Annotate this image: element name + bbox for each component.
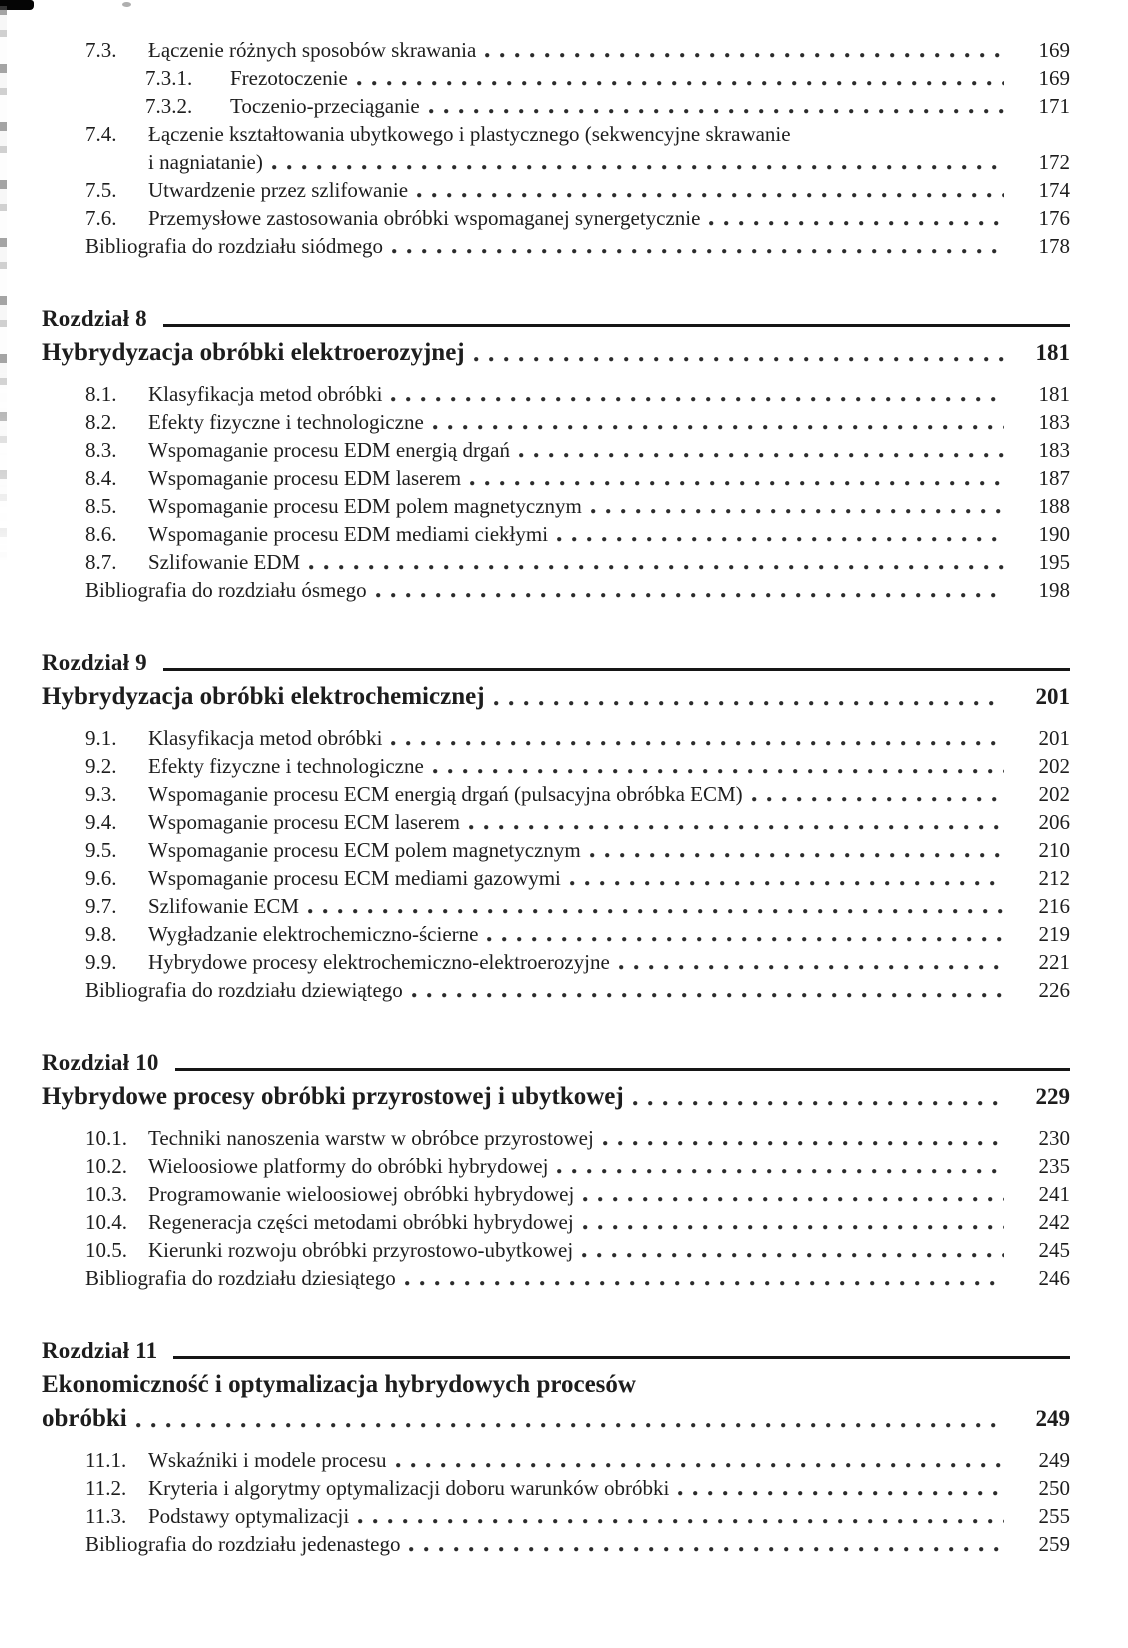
toc-entry-continuation-line <box>42 148 1070 176</box>
dot-leader <box>417 176 1004 204</box>
entry-title: Efekty fizyczne i technologiczne <box>148 754 424 778</box>
entry-page-number: 245 <box>1038 1238 1070 1262</box>
chapter-label: Rozdział 11 <box>42 1338 158 1363</box>
entry-number: 11.3. <box>85 1504 127 1528</box>
dot-leader <box>519 436 1004 464</box>
toc-entry-line <box>42 232 1070 260</box>
dot-leader <box>603 1124 1004 1152</box>
chapter-title: Ekonomiczność i optymalizacja hybrydowych procesów <box>42 1371 636 1398</box>
toc-entry <box>42 548 1070 576</box>
toc-entry-line <box>42 808 1070 836</box>
chapter-rule <box>175 1068 1070 1071</box>
dot-leader <box>376 576 1004 604</box>
entry-title: Wspomaganie procesu EDM polem magnetycznym <box>148 494 582 518</box>
entry-title: Toczenio-przeciąganie <box>230 94 420 118</box>
chapter-title-row <box>42 336 1070 370</box>
toc-entry-line <box>42 64 1070 92</box>
toc-entry <box>42 1124 1070 1152</box>
dot-leader <box>392 232 1004 260</box>
entry-number: 10.3. <box>85 1182 127 1206</box>
dot-leader <box>557 1152 1004 1180</box>
entry-number: 8.1. <box>85 382 117 406</box>
toc-entry-line <box>42 548 1070 576</box>
toc-entry-line <box>42 1236 1070 1264</box>
toc-entry-line <box>42 380 1070 408</box>
dot-leader <box>309 548 1004 576</box>
dot-leader <box>470 464 1004 492</box>
toc-entry <box>42 1446 1070 1474</box>
entry-title: Programowanie wieloosiowej obróbki hybrydowej <box>148 1182 575 1206</box>
dot-leader <box>433 408 1004 436</box>
entry-title: Techniki nanoszenia warstw w obróbce przyrostowej <box>148 1126 594 1150</box>
dot-leader <box>570 864 1004 892</box>
entry-title: Bibliografia do rozdziału ósmego <box>85 578 367 602</box>
entry-page-number: 226 <box>1038 978 1070 1002</box>
toc-entry-line <box>42 976 1070 1004</box>
entry-page-number: 181 <box>1038 382 1070 406</box>
toc-entry <box>42 1208 1070 1236</box>
dot-leader <box>391 380 1004 408</box>
toc-entry-line <box>42 864 1070 892</box>
entry-title: Kryteria i algorytmy optymalizacji doboru warunków obróbki <box>148 1476 670 1500</box>
entry-page-number: 242 <box>1038 1210 1070 1234</box>
dot-leader <box>678 1474 1004 1502</box>
toc-entry-line <box>42 408 1070 436</box>
toc-entry <box>42 920 1070 948</box>
toc-entry <box>42 64 1070 92</box>
entry-page-number: 188 <box>1038 494 1070 518</box>
entry-number: 8.3. <box>85 438 117 462</box>
chapter-page-number: 181 <box>1035 340 1070 365</box>
chapter-title-row <box>42 1080 1070 1114</box>
chapter-header <box>42 648 1070 678</box>
toc-entry <box>42 1152 1070 1180</box>
toc-entry-line <box>42 1530 1070 1558</box>
entry-title: Wspomaganie procesu ECM laserem <box>148 810 460 834</box>
toc-entry <box>42 780 1070 808</box>
entry-title: Kierunki rozwoju obróbki przyrostowo-ubytkowej <box>148 1238 574 1262</box>
entry-number: 8.6. <box>85 522 117 546</box>
entry-list <box>42 1446 1070 1558</box>
toc-entry-line <box>42 520 1070 548</box>
entry-title: Frezotoczenie <box>230 66 348 90</box>
entry-number: 7.6. <box>85 206 117 230</box>
chapter-title: Hybrydyzacja obróbki elektroerozyjnej <box>42 339 465 366</box>
entry-number: 7.3.1. <box>145 66 193 90</box>
entry-title: Podstawy optymalizacji <box>148 1504 350 1528</box>
dot-leader <box>583 1208 1004 1236</box>
entry-title: Klasyfikacja metod obróbki <box>148 726 383 750</box>
dot-leader <box>469 808 1004 836</box>
entry-page-number: 210 <box>1038 838 1070 862</box>
entry-page-number: 216 <box>1038 894 1070 918</box>
entry-title: Utwardzenie przez szlifowanie <box>148 178 409 202</box>
toc-entry-line <box>42 1152 1070 1180</box>
dot-leader <box>429 92 1004 120</box>
toc-entry <box>42 464 1070 492</box>
chapter-page-number: 249 <box>1035 1406 1070 1431</box>
toc-entry <box>42 1474 1070 1502</box>
entry-title: Efekty fizyczne i technologiczne <box>148 410 424 434</box>
entry-title: Wspomaganie procesu ECM mediami gazowymi <box>148 866 561 890</box>
entry-page-number: 178 <box>1038 234 1070 258</box>
entry-number: 8.5. <box>85 494 117 518</box>
toc-section <box>42 648 1070 1004</box>
entry-title-continuation: i nagniatanie) <box>148 150 263 174</box>
entry-page-number: 202 <box>1038 754 1070 778</box>
toc-entry-line <box>42 1264 1070 1292</box>
entry-page-number: 190 <box>1038 522 1070 546</box>
toc-section <box>42 304 1070 604</box>
toc-entry-line <box>42 92 1070 120</box>
entry-title: Bibliografia do rozdziału jedenastego <box>85 1532 401 1556</box>
dot-leader <box>485 36 1004 64</box>
dot-leader <box>557 520 1004 548</box>
toc-entry-line <box>42 36 1070 64</box>
chapter-page-number: 201 <box>1035 684 1070 709</box>
toc-entry-line <box>42 1502 1070 1530</box>
entry-page-number: 187 <box>1038 466 1070 490</box>
toc-entry-line <box>42 576 1070 604</box>
toc-section <box>42 1336 1070 1558</box>
entry-list <box>42 724 1070 1004</box>
entry-number: 9.1. <box>85 726 117 750</box>
entry-number: 11.2. <box>85 1476 127 1500</box>
entry-page-number: 202 <box>1038 782 1070 806</box>
dot-leader <box>619 948 1004 976</box>
entry-number: 9.7. <box>85 894 117 918</box>
entry-title: Wspomaganie procesu ECM energią drgań (pulsacyjna obróbka ECM) <box>148 782 743 806</box>
toc-entry <box>42 1264 1070 1292</box>
chapter-label: Rozdział 8 <box>42 306 147 331</box>
toc-entry <box>42 436 1070 464</box>
entry-number: 10.2. <box>85 1154 127 1178</box>
chapter-title-continuation: obróbki <box>42 1405 127 1432</box>
entry-number: 7.5. <box>85 178 117 202</box>
chapter-rule <box>163 668 1070 671</box>
entry-page-number: 246 <box>1038 1266 1070 1290</box>
entry-number: 9.6. <box>85 866 117 890</box>
dot-leader <box>358 1502 1004 1530</box>
entry-list <box>42 36 1070 260</box>
dot-leader <box>405 1264 1004 1292</box>
toc-entry <box>42 864 1070 892</box>
dot-leader <box>396 1446 1004 1474</box>
toc-entry <box>42 1530 1070 1558</box>
entry-number: 7.3. <box>85 38 117 62</box>
toc-entry-line <box>42 464 1070 492</box>
dot-leader <box>494 680 1004 714</box>
entry-number: 10.1. <box>85 1126 127 1150</box>
chapter-title-row <box>42 680 1070 714</box>
toc-entry <box>42 1502 1070 1530</box>
chapter-rule <box>163 324 1070 327</box>
toc-entry <box>42 204 1070 232</box>
entry-page-number: 169 <box>1038 38 1070 62</box>
toc-entry-line <box>42 436 1070 464</box>
entry-page-number: 230 <box>1038 1126 1070 1150</box>
entry-title: Przemysłowe zastosowania obróbki wspomaganej synergetycznie <box>148 206 701 230</box>
entry-title: Bibliografia do rozdziału dziewiątego <box>85 978 403 1002</box>
chapter-page-number: 229 <box>1035 1084 1070 1109</box>
chapter-header <box>42 1048 1070 1078</box>
entry-page-number: 206 <box>1038 810 1070 834</box>
entry-number: 11.1. <box>85 1448 127 1472</box>
entry-title: Wspomaganie procesu ECM polem magnetycznym <box>148 838 581 862</box>
entry-title: Szlifowanie EDM <box>148 550 301 574</box>
dot-leader <box>582 1236 1004 1264</box>
toc-entry <box>42 520 1070 548</box>
entry-number: 7.4. <box>85 122 117 146</box>
entry-page-number: 183 <box>1038 438 1070 462</box>
entry-page-number: 255 <box>1038 1504 1070 1528</box>
toc-entry-line <box>42 752 1070 780</box>
toc-entry <box>42 492 1070 520</box>
toc-entry <box>42 380 1070 408</box>
dot-leader <box>391 724 1004 752</box>
dot-leader <box>409 1530 1004 1558</box>
toc-entry-line <box>42 724 1070 752</box>
toc-entry <box>42 120 1070 176</box>
entry-page-number: 212 <box>1038 866 1070 890</box>
toc-entry-line <box>42 948 1070 976</box>
toc-entry <box>42 948 1070 976</box>
entry-number: 9.2. <box>85 754 117 778</box>
entry-page-number: 201 <box>1038 726 1070 750</box>
toc-entry-line <box>42 1208 1070 1236</box>
entry-number: 9.8. <box>85 922 117 946</box>
entry-page-number: 241 <box>1038 1182 1070 1206</box>
toc-entry-line <box>42 176 1070 204</box>
dot-leader <box>272 148 1004 176</box>
toc-entry <box>42 724 1070 752</box>
toc-entry <box>42 36 1070 64</box>
toc-entry <box>42 892 1070 920</box>
entry-number: 10.4. <box>85 1210 127 1234</box>
entry-number: 7.3.2. <box>145 94 193 118</box>
entry-page-number: 219 <box>1038 922 1070 946</box>
dot-leader <box>433 752 1004 780</box>
dot-leader <box>487 920 1004 948</box>
entry-number: 10.5. <box>85 1238 127 1262</box>
entry-number: 9.4. <box>85 810 117 834</box>
toc-entry-line <box>42 120 1070 148</box>
toc-entry <box>42 752 1070 780</box>
toc-entry-line <box>42 1474 1070 1502</box>
entry-title: Wspomaganie procesu EDM mediami ciekłymi <box>148 522 549 546</box>
toc-entry <box>42 976 1070 1004</box>
toc-entry <box>42 576 1070 604</box>
entry-title: Wspomaganie procesu EDM laserem <box>148 466 462 490</box>
dot-leader <box>591 492 1004 520</box>
entry-page-number: 250 <box>1038 1476 1070 1500</box>
dot-leader <box>308 892 1004 920</box>
entry-title: Łączenie kształtowania ubytkowego i plastycznego (sekwencyjne skrawanie <box>148 122 791 146</box>
toc-entry <box>42 176 1070 204</box>
dot-leader <box>590 836 1004 864</box>
dot-leader <box>709 204 1004 232</box>
entry-title: Wspomaganie procesu EDM energią drgań <box>148 438 510 462</box>
entry-number: 9.3. <box>85 782 117 806</box>
entry-number: 9.9. <box>85 950 117 974</box>
dot-leader <box>633 1080 1004 1114</box>
toc-entry <box>42 232 1070 260</box>
entry-page-number: 259 <box>1038 1532 1070 1556</box>
toc-entry-line <box>42 204 1070 232</box>
entry-title: Hybrydowe procesy elektrochemiczno-elektroerozyjne <box>148 950 610 974</box>
entry-number: 8.2. <box>85 410 117 434</box>
entry-page-number: 249 <box>1038 1448 1070 1472</box>
entry-page-number: 235 <box>1038 1154 1070 1178</box>
entry-number: 8.4. <box>85 466 117 490</box>
entry-title: Wygładzanie elektrochemiczno-ścierne <box>148 922 479 946</box>
chapter-title: Hybrydyzacja obróbki elektrochemicznej <box>42 683 485 710</box>
dot-leader <box>357 64 1004 92</box>
entry-page-number: 195 <box>1038 550 1070 574</box>
toc-entry-line <box>42 1180 1070 1208</box>
entry-page-number: 198 <box>1038 578 1070 602</box>
toc-entry-line <box>42 492 1070 520</box>
entry-list <box>42 1124 1070 1292</box>
entry-page-number: 174 <box>1038 178 1070 202</box>
entry-title: Bibliografia do rozdziału siódmego <box>85 234 384 258</box>
toc-entry-line <box>42 780 1070 808</box>
chapter-label: Rozdział 9 <box>42 650 147 675</box>
toc-entry <box>42 408 1070 436</box>
dot-leader <box>136 1402 1004 1436</box>
toc-entry <box>42 92 1070 120</box>
entry-page-number: 221 <box>1038 950 1070 974</box>
entry-title: Klasyfikacja metod obróbki <box>148 382 383 406</box>
toc-entry <box>42 836 1070 864</box>
chapter-header <box>42 304 1070 334</box>
dot-leader <box>752 780 1004 808</box>
entry-number-spacer <box>85 148 148 176</box>
chapter-label: Rozdział 10 <box>42 1050 159 1075</box>
dot-leader <box>474 336 1004 370</box>
entry-page-number: 183 <box>1038 410 1070 434</box>
entry-title: Wskaźniki i modele procesu <box>148 1448 387 1472</box>
entry-title: Szlifowanie ECM <box>148 894 300 918</box>
entry-page-number: 172 <box>1038 150 1070 174</box>
chapter-title-continuation-row <box>42 1402 1070 1436</box>
toc-entry <box>42 1180 1070 1208</box>
toc-entry-line <box>42 836 1070 864</box>
toc-entry-line <box>42 1124 1070 1152</box>
toc-entry-line <box>42 1446 1070 1474</box>
entry-title: Łączenie różnych sposobów skrawania <box>148 38 477 62</box>
toc-section <box>42 1048 1070 1292</box>
entry-list <box>42 380 1070 604</box>
entry-title: Regeneracja części metodami obróbki hybrydowej <box>148 1210 574 1234</box>
toc-entry-line <box>42 892 1070 920</box>
dot-leader <box>583 1180 1004 1208</box>
entry-number: 9.5. <box>85 838 117 862</box>
entry-title: Wieloosiowe platformy do obróbki hybrydowej <box>148 1154 549 1178</box>
entry-page-number: 169 <box>1038 66 1070 90</box>
chapter-rule <box>173 1356 1070 1359</box>
entry-number: 8.7. <box>85 550 117 574</box>
chapter-title-row <box>42 1368 1070 1402</box>
entry-page-number: 171 <box>1038 94 1070 118</box>
chapter-header <box>42 1336 1070 1366</box>
chapter-title: Hybrydowe procesy obróbki przyrostowej i ubytkowej <box>42 1083 624 1110</box>
toc-entry-line <box>42 920 1070 948</box>
toc-entry <box>42 808 1070 836</box>
toc-section <box>42 36 1070 260</box>
toc-entry <box>42 1236 1070 1264</box>
entry-page-number: 176 <box>1038 206 1070 230</box>
dot-leader <box>412 976 1004 1004</box>
entry-title: Bibliografia do rozdziału dziesiątego <box>85 1266 396 1290</box>
